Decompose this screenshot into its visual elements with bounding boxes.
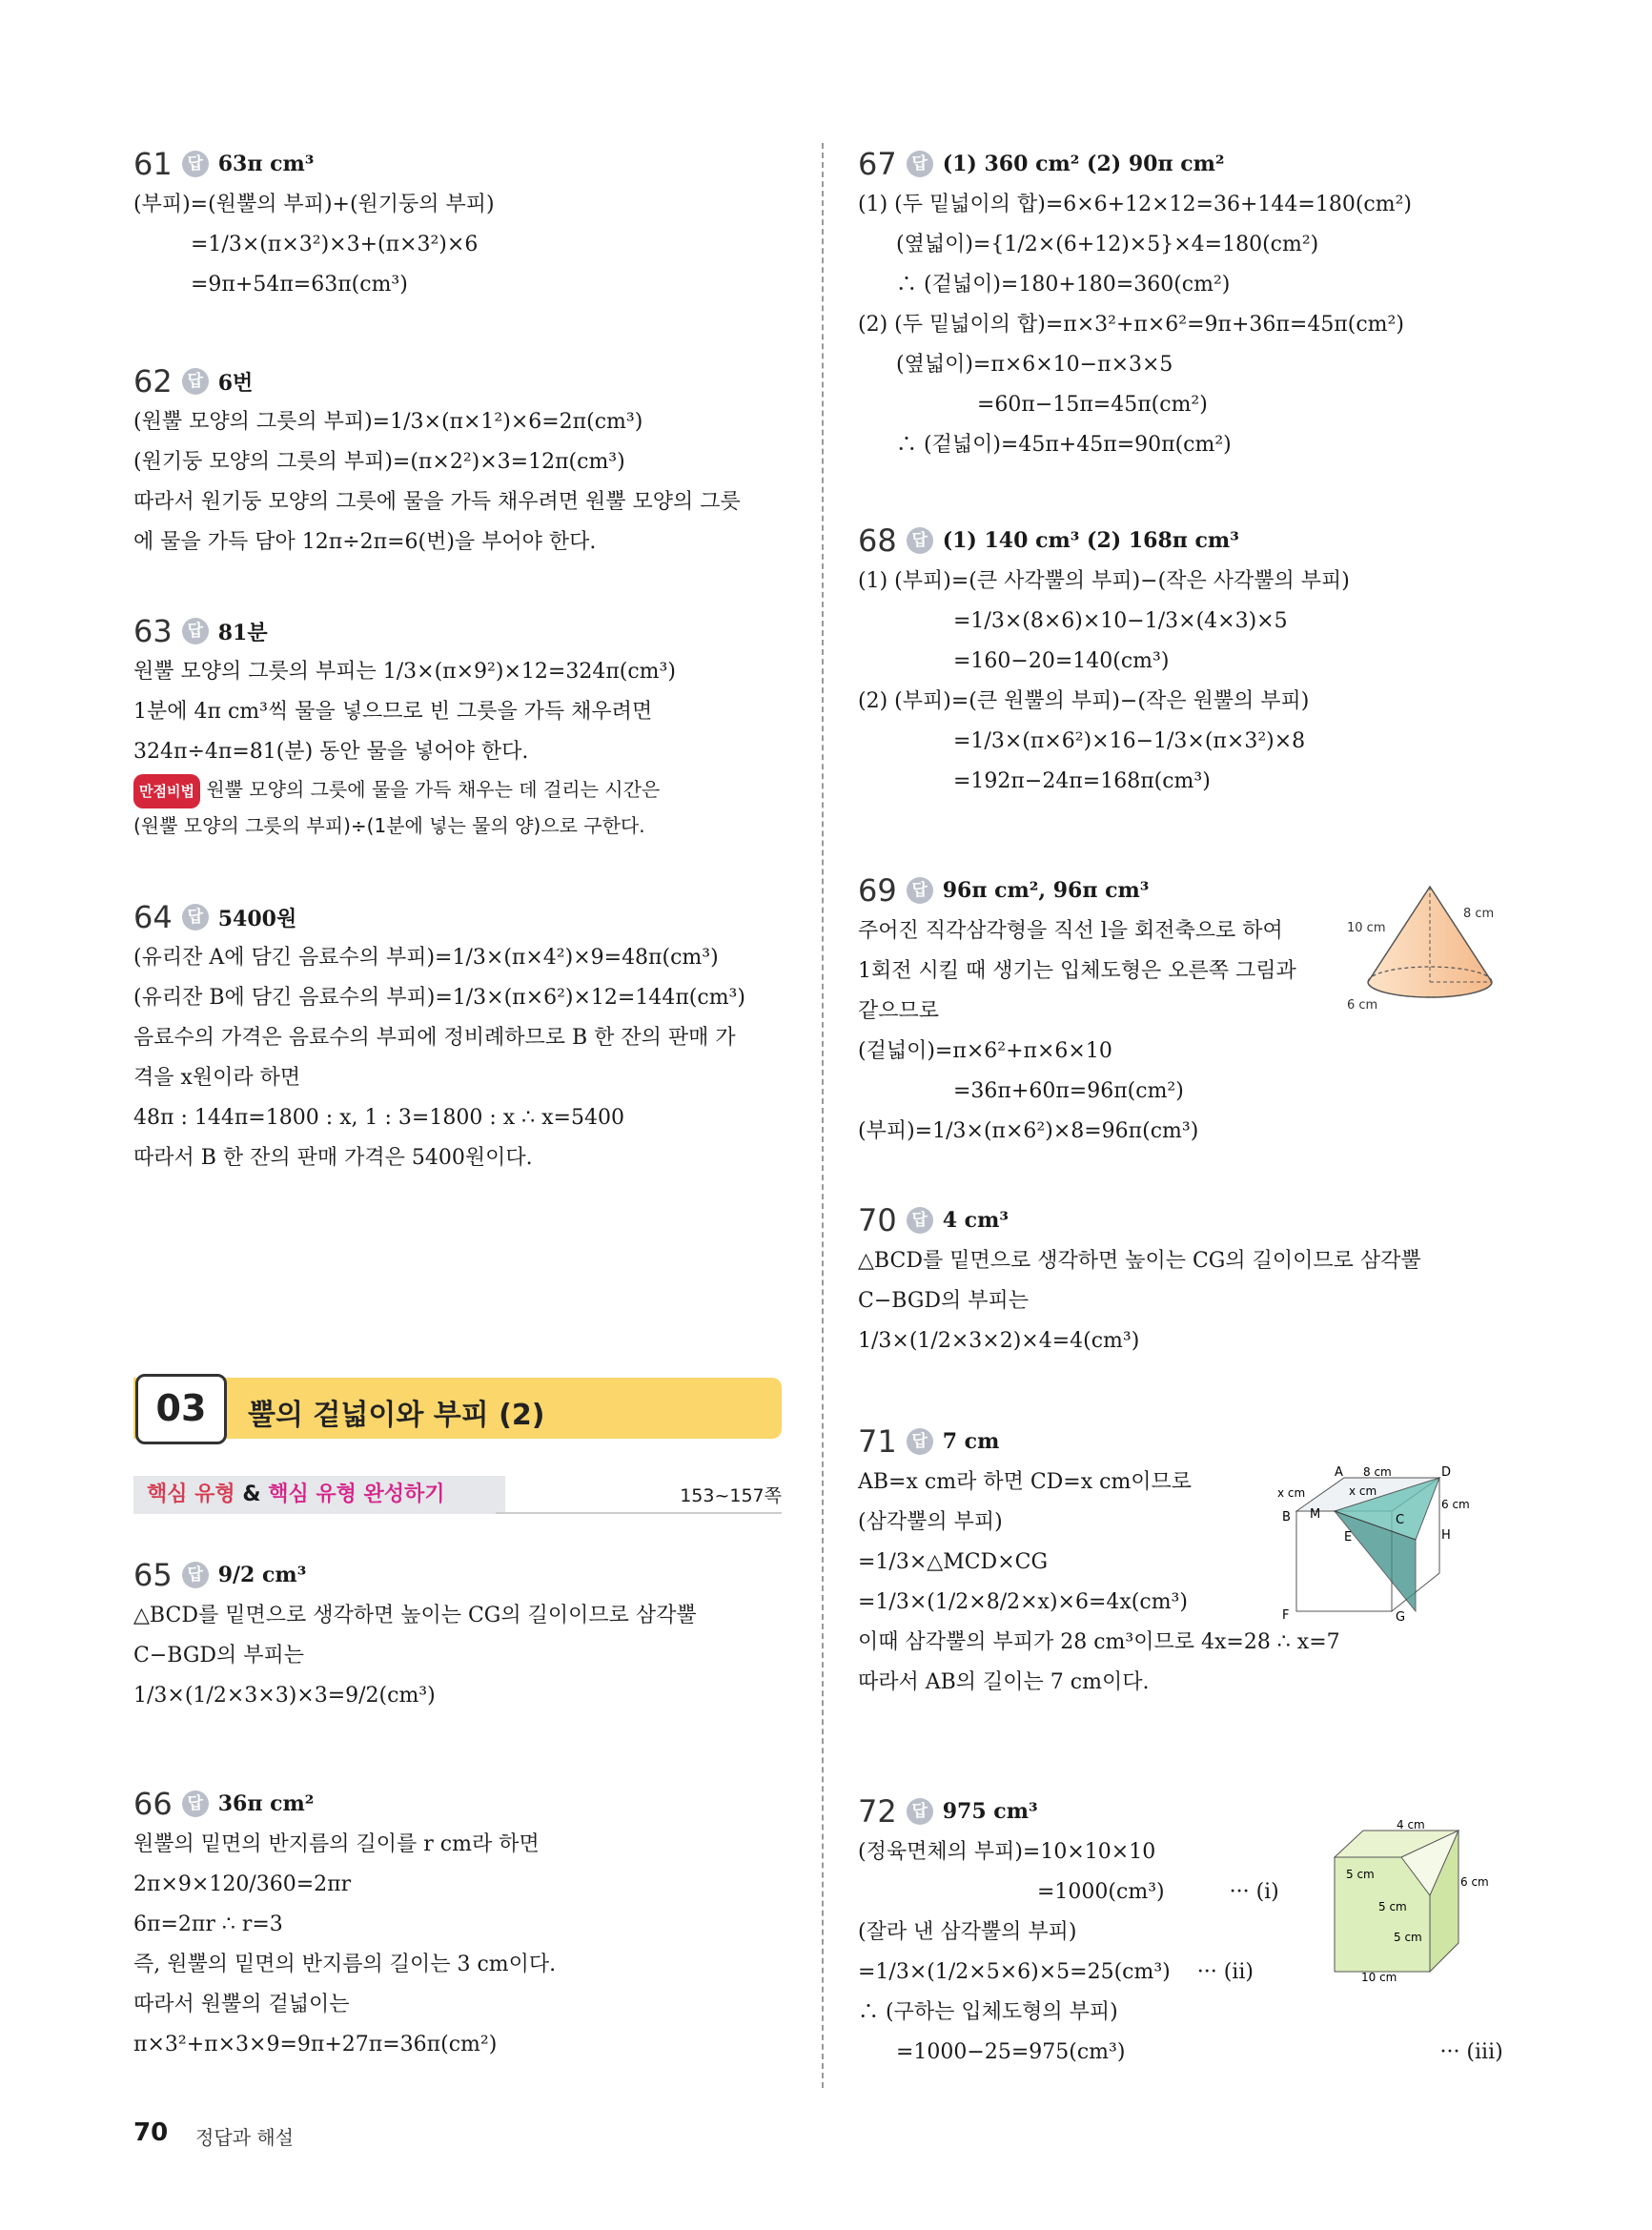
length-label-f: 10 cm: [1361, 1971, 1397, 1984]
solution-line: 즉, 원뿔의 밑면의 반지름의 길이는 3 cm이다.: [133, 1953, 557, 1976]
subsection-title-a: 핵심 유형: [147, 1483, 235, 1506]
solution-line: (부피)=(원뿔의 부피)+(원기둥의 부피): [133, 193, 495, 216]
problem-72: [858, 1790, 1516, 2073]
answer-badge: 답: [907, 877, 933, 904]
solution-text: =1000(cm³): [1037, 1880, 1165, 1904]
length-label-a: 4 cm: [1397, 1818, 1425, 1831]
top-length-label: 8 cm: [1363, 1465, 1392, 1479]
answer-badge: 답: [182, 368, 209, 395]
answer-badge: 답: [182, 1790, 209, 1817]
answer-badge: 답: [182, 1562, 209, 1588]
solution-line: 같으므로: [858, 999, 940, 1023]
solution-line: =1/3×(8×6)×10−1/3×(4×3)×5: [953, 609, 1288, 633]
vertex-G: G: [1396, 1610, 1406, 1625]
vertex-A: A: [1335, 1465, 1343, 1480]
tip-text: 원뿔 모양의 그릇에 물을 가득 채우는 데 걸리는 시간은: [206, 778, 661, 801]
solution-line: 격을 x원이라 하면: [133, 1066, 301, 1090]
vertex-C: C: [1396, 1513, 1405, 1527]
solution-line: (2) (두 밑넓이의 합)=π×3²+π×6²=9π+36π=45π(cm²): [858, 313, 1404, 337]
subsection-title-b: 핵심 유형 완성하기: [268, 1483, 445, 1506]
problem-66: [133, 1783, 791, 2065]
solution-line: 원뿔의 밑면의 반지름의 길이를 r cm라 하면: [133, 1832, 540, 1856]
tip-text: (원뿔 모양의 그릇의 부피)÷(1분에 넣는 물의 양)으로 구한다.: [133, 814, 645, 837]
section-banner: [133, 1378, 782, 1439]
problem-number: 68: [858, 522, 897, 559]
answer: 7 cm: [942, 1429, 1000, 1454]
problem-64: [133, 896, 791, 1178]
answer: 36π cm²: [217, 1791, 315, 1816]
vertex-E: E: [1344, 1530, 1353, 1545]
solution-line: 따라서 B 한 잔의 판매 가격은 5400원이다.: [133, 1146, 533, 1170]
answer: 9/2 cm³: [217, 1563, 307, 1587]
solution-line: =192π−24π=168π(cm³): [953, 769, 1211, 793]
cone-figure: [1349, 879, 1520, 1013]
solution-line: △BCD를 밑면으로 생각하면 높이는 CG의 길이이므로 삼각뿔: [133, 1604, 697, 1627]
answer: 5400원: [217, 906, 297, 931]
solution-line: (겉넓이)=π×6²+π×6×10: [858, 1039, 1112, 1063]
solution-line: 324π÷4π=81(분) 동안 물을 넣어야 한다.: [133, 740, 529, 764]
solution-line: (옆넓이)={1/2×(6+12)×5}×4=180(cm²): [896, 233, 1319, 256]
solution-line: (유리잔 B에 담긴 음료수의 부피)=1/3×(π×6²)×12=144π(cm³): [133, 986, 745, 1010]
problem-number: 62: [133, 363, 173, 399]
solution-line: C−BGD의 부피는: [858, 1289, 1030, 1313]
solution-line: (1) (부피)=(큰 사각뿔의 부피)−(작은 사각뿔의 부피): [858, 569, 1350, 593]
problem-71: [858, 1421, 1516, 1703]
solution-line: (유리잔 A에 담긴 음료수의 부피)=1/3×(π×4²)×9=48π(cm³): [133, 946, 719, 970]
page-range: 153~157쪽: [680, 1485, 782, 1506]
page-number: 70: [133, 2118, 169, 2147]
problem-number: 66: [133, 1786, 173, 1822]
solution-line: 1회전 시킬 때 생기는 입체도형은 오른쪽 그림과: [858, 959, 1296, 983]
solution-line: (잘라 낸 삼각뿔의 부피): [858, 1920, 1077, 1944]
solution-line: (정육면체의 부피)=10×10×10: [858, 1840, 1156, 1864]
section-number: 03: [135, 1374, 227, 1444]
solution-line: =160−20=140(cm³): [953, 649, 1170, 673]
problem-number: 63: [133, 613, 173, 649]
answer-badge: 답: [907, 151, 933, 177]
solution-line: (2) (부피)=(큰 원뿔의 부피)−(작은 원뿔의 부피): [858, 689, 1310, 713]
length-label-c: 5 cm: [1378, 1900, 1407, 1913]
problem-62: [133, 360, 791, 563]
answer: 975 cm³: [942, 1799, 1038, 1824]
solution-line: (부피)=1/3×(π×6²)×8=96π(cm³): [858, 1119, 1199, 1143]
section-title: 뿔의 겉넓이와 부피 (2): [248, 1399, 545, 1432]
length-label-d: 6 cm: [1460, 1875, 1489, 1889]
solution-line: (옆넓이)=π×6×10−π×3×5: [896, 353, 1173, 377]
problem-number: 61: [133, 146, 173, 182]
problem-70: [858, 1199, 1516, 1361]
problem-69: [858, 869, 1516, 1152]
answer: 81분: [217, 620, 268, 645]
solution-line: =1/3×(π×3²)×3+(π×3²)×6: [191, 233, 479, 256]
answer-badge: 답: [182, 618, 209, 644]
solution-line: 1/3×(1/2×3×3)×3=9/2(cm³): [133, 1684, 436, 1708]
subsection-underline: [496, 1512, 782, 1514]
solution-line: ∴ (구하는 입체도형의 부피): [858, 2000, 1118, 2024]
solution-line: =9π+54π=63π(cm³): [191, 273, 408, 297]
answer: (1) 140 cm³ (2) 168π cm³: [942, 528, 1239, 553]
solution-line: 이때 삼각뿔의 부피가 28 cm³이므로 4x=28 ∴ x=7: [858, 1630, 1340, 1654]
answer-badge: 답: [907, 527, 933, 554]
vertex-B: B: [1282, 1510, 1291, 1524]
problem-68: [858, 520, 1516, 802]
solution-text: =1000−25=975(cm³): [896, 2040, 1126, 2064]
slant-label: 10 cm: [1347, 921, 1386, 935]
solution-line: 따라서 AB의 길이는 7 cm이다.: [858, 1670, 1150, 1694]
answer: 6번: [217, 370, 254, 396]
answer: (1) 360 cm² (2) 90π cm²: [942, 152, 1225, 176]
solution-line: 1분에 4π cm³씩 물을 넣으므로 빈 그릇을 가득 채우려면: [133, 700, 653, 724]
subsection-amp: &: [235, 1483, 269, 1506]
answer-badge: 답: [182, 151, 209, 177]
solution-line: 음료수의 가격은 음료수의 부피에 정비례하므로 B 한 잔의 판매 가: [133, 1026, 736, 1050]
solution-line: C−BGD의 부피는: [133, 1644, 305, 1667]
solution-line: 주어진 직각삼각형을 직선 l을 회전축으로 하여: [858, 919, 1283, 943]
solution-line: =60π−15π=45π(cm²): [977, 393, 1208, 417]
solution-line: (원기둥 모양의 그릇의 부피)=(π×2²)×3=12π(cm³): [133, 450, 625, 474]
height-label: 8 cm: [1463, 907, 1495, 921]
solution-line: =1/3×△MCD×CG: [858, 1550, 1049, 1574]
solution-line: =1/3×(1/2×8/2×x)×6=4x(cm³): [858, 1590, 1188, 1614]
solution-line: π×3²+π×3×9=9π+27π=36π(cm²): [133, 2033, 498, 2056]
column-divider: [822, 143, 824, 2088]
right-length-label: 6 cm: [1441, 1498, 1470, 1511]
answer: 63π cm³: [217, 152, 315, 176]
solution-line: (삼각뿔의 부피): [858, 1510, 1003, 1534]
problem-65: [133, 1554, 791, 1716]
answer: 96π cm², 96π cm³: [942, 878, 1150, 903]
subsection-title: [133, 1476, 505, 1514]
solution-line: [858, 2033, 1516, 2073]
problem-number: 64: [133, 899, 173, 935]
tip-line: [133, 772, 791, 808]
vertex-M: M: [1310, 1507, 1321, 1522]
solution-line: 에 물을 가득 담아 12π÷2π=6(번)을 부어야 한다.: [133, 530, 597, 554]
answer-badge: 답: [182, 904, 209, 931]
solution-line: AB=x cm라 하면 CD=x cm이므로: [858, 1470, 1193, 1494]
radius-label: 6 cm: [1347, 998, 1378, 1013]
solution-line: 1/3×(1/2×3×2)×4=4(cm³): [858, 1329, 1140, 1353]
vertex-F: F: [1282, 1608, 1290, 1623]
answer-badge: 답: [907, 1798, 933, 1825]
x-length-label: x cm: [1277, 1486, 1306, 1500]
answer-badge: 답: [907, 1428, 933, 1455]
x-length-label: x cm: [1349, 1484, 1377, 1498]
solution-line: 2π×9×120/360=2πr: [133, 1872, 352, 1896]
problem-number: 65: [133, 1557, 173, 1593]
vertex-D: D: [1441, 1465, 1452, 1480]
problem-number: 72: [858, 1793, 897, 1830]
subsection-banner: [133, 1476, 782, 1514]
solution-line: 따라서 원기둥 모양의 그릇에 물을 가득 채우려면 원뿔 모양의 그릇: [133, 490, 741, 514]
problem-number: 71: [858, 1423, 897, 1460]
step-marker: ··· (i): [1229, 1880, 1279, 1904]
solution-line: △BCD를 밑면으로 생각하면 높이는 CG의 길이이므로 삼각뿔: [858, 1249, 1421, 1273]
solution-line: 48π : 144π=1800 : x, 1 : 3=1800 : x ∴ x=5400: [133, 1106, 624, 1130]
solution-line: 6π=2πr ∴ r=3: [133, 1913, 283, 1936]
solution-line: 원뿔 모양의 그릇의 부피는 1/3×(π×9²)×12=324π(cm³): [133, 660, 676, 684]
problem-61: [133, 143, 791, 305]
solution-line: (1) (두 밑넓이의 합)=6×6+12×12=36+144=180(cm²): [858, 193, 1412, 216]
solution-line: ∴ (겉넓이)=45π+45π=90π(cm²): [896, 433, 1232, 457]
step-marker: ··· (ii): [1196, 1960, 1254, 1984]
solution-line: (원뿔 모양의 그릇의 부피)=1/3×(π×1²)×6=2π(cm³): [133, 410, 643, 434]
solution-text: =1/3×(1/2×5×6)×5=25(cm³): [858, 1960, 1171, 1984]
problem-number: 69: [858, 872, 897, 909]
cube-figure: [1315, 1818, 1506, 1984]
solution-line: =1/3×(π×6²)×16−1/3×(π×3²)×8: [953, 729, 1306, 753]
problem-63: [133, 610, 791, 843]
problem-number: 67: [858, 146, 897, 182]
length-label-b: 5 cm: [1346, 1868, 1375, 1881]
step-marker: ··· (iii): [1439, 2040, 1503, 2064]
problem-number: 70: [858, 1202, 897, 1238]
solution-line: =36π+60π=96π(cm²): [953, 1079, 1184, 1103]
answer-badge: 답: [907, 1207, 933, 1234]
problem-67: [858, 143, 1516, 465]
vertex-H: H: [1441, 1528, 1451, 1543]
tip-badge: 만점비법: [133, 774, 200, 808]
box-figure: [1277, 1465, 1470, 1625]
answer: 4 cm³: [942, 1208, 1009, 1233]
length-label-e: 5 cm: [1394, 1931, 1422, 1944]
solution-line: ∴ (겉넓이)=180+180=360(cm²): [896, 273, 1231, 297]
solution-line: 따라서 원뿔의 겉넓이는: [133, 1993, 350, 2016]
footer-text: 정답과 해설: [195, 2126, 294, 2149]
